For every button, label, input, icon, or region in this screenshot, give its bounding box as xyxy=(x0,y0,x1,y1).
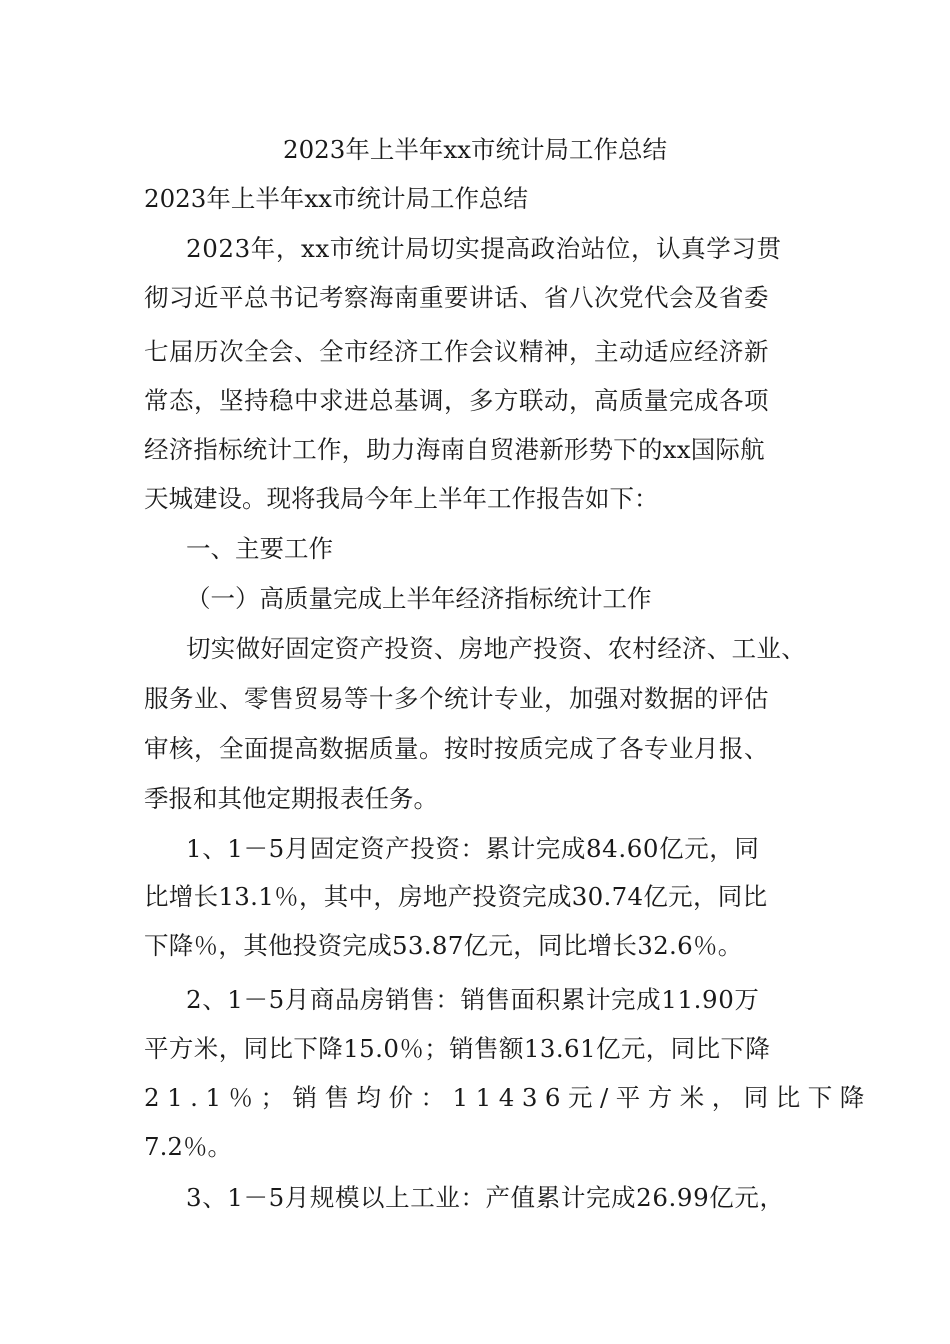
paragraph-line: 1、1－5月固定资产投资：累计完成84.60亿元，同 xyxy=(186,834,760,863)
document-subtitle: 2023年上半年xx市统计局工作总结 xyxy=(144,184,528,213)
subsection-heading: （一）高质量完成上半年经济指标统计工作 xyxy=(186,584,652,613)
paragraph-line: 经济指标统计工作，助力海南自贸港新形势下的xx国际航 xyxy=(144,435,765,464)
paragraph-line: 七届历次全会、全市经济工作会议精神，主动适应经济新 xyxy=(144,337,769,366)
document-title: 2023年上半年xx市统计局工作总结 xyxy=(283,135,667,164)
paragraph-line: 2023年，xx市统计局切实提高政治站位，认真学习贯 xyxy=(186,234,782,263)
paragraph-line: 21.1％；销售均价：11436元/平方米，同比下降 xyxy=(144,1083,872,1112)
paragraph-line: 切实做好固定资产投资、房地产投资、农村经济、工业、 xyxy=(186,634,806,663)
paragraph-line: 比增长13.1％，其中，房地产投资完成30.74亿元，同比 xyxy=(144,882,768,911)
paragraph-line: 服务业、零售贸易等十多个统计专业，加强对数据的评估 xyxy=(144,684,769,713)
paragraph-line: 3、1－5月规模以上工业：产值累计完成26.99亿元， xyxy=(186,1183,785,1212)
paragraph-line: 2、1－5月商品房销售：销售面积累计完成11.90万 xyxy=(186,985,760,1014)
paragraph-line: 平方米，同比下降15.0％；销售额13.61亿元，同比下降 xyxy=(144,1034,771,1063)
section-heading: 一、主要工作 xyxy=(186,534,333,563)
paragraph-line: 彻习近平总书记考察海南重要讲话、省八次党代会及省委 xyxy=(144,283,769,312)
paragraph-line: 审核，全面提高数据质量。按时按质完成了各专业月报、 xyxy=(144,734,769,763)
paragraph-line: 常态，坚持稳中求进总基调，多方联动，高质量完成各项 xyxy=(144,386,769,415)
paragraph-line: 季报和其他定期报表任务。 xyxy=(144,784,438,813)
paragraph-line: 天城建设。现将我局今年上半年工作报告如下： xyxy=(144,484,659,513)
paragraph-line: 7.2％。 xyxy=(144,1132,232,1161)
paragraph-line: 下降％，其他投资完成53.87亿元，同比增长32.6％。 xyxy=(144,931,743,960)
